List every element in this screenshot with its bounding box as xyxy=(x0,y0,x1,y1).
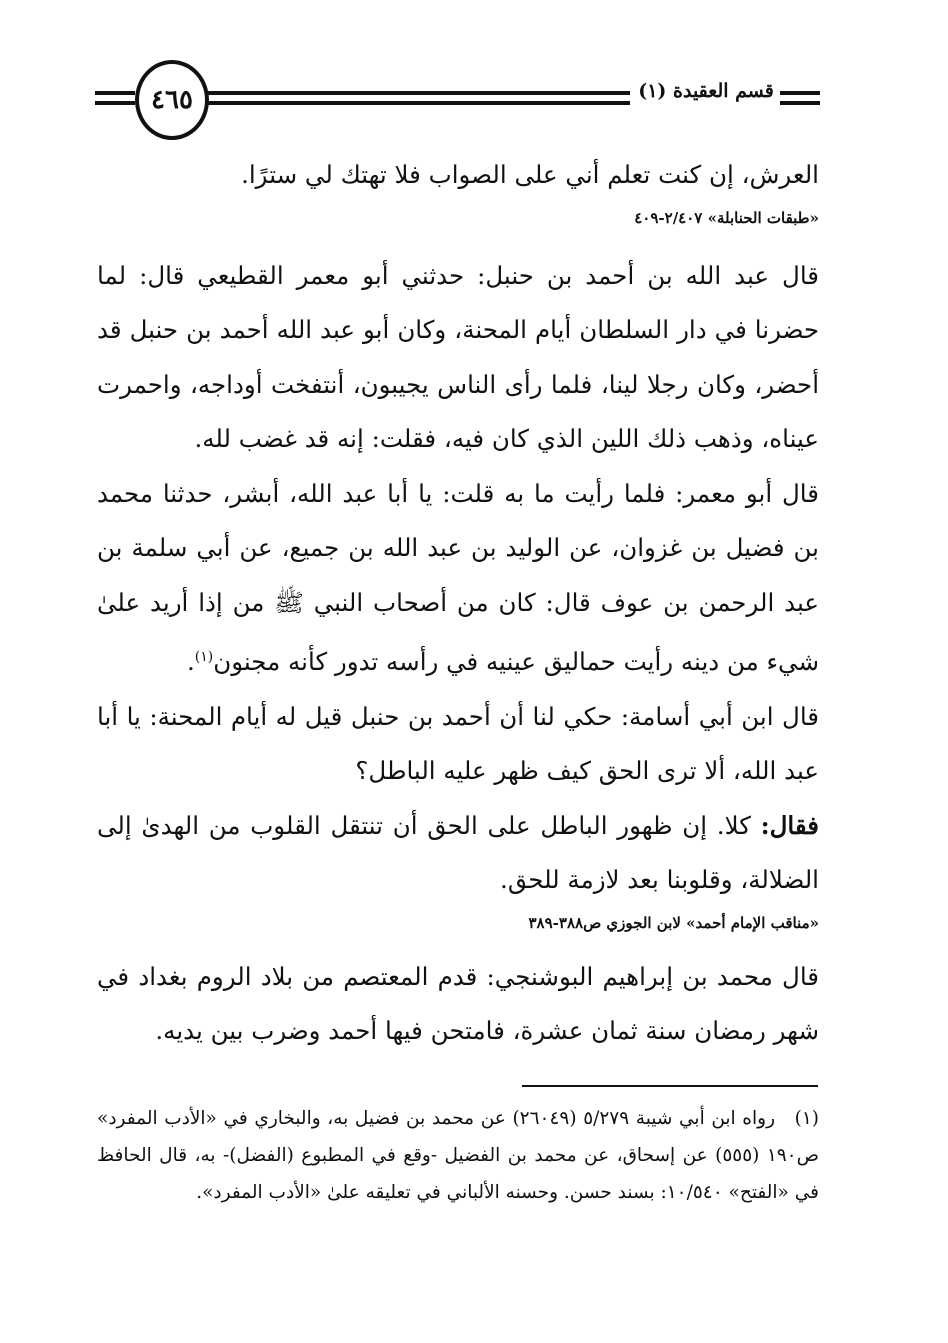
paragraph: قال عبد الله بن أحمد بن حنبل: حدثني أبو معمر القطيعي قال: لما حضرنا في دار السلطان أيام المحنة، وكان أبو عبد الله أحمد بن حنبل قد أحضر، وكان رجلا لينا، فلما رأى الناس يجيبون، أنتفخت أوداجه، واحمرت عيناه، وذهب ذلك اللين الذي كان فيه، فقلت: إنه قد غضب لله. xyxy=(97,260,819,453)
footnote-divider xyxy=(522,1085,818,1087)
header-rule xyxy=(780,91,820,95)
paragraph-end: . xyxy=(187,647,195,677)
header-rule xyxy=(205,101,630,105)
footnote-text: رواه ابن أبي شيبة ٥/٢٧٩ (٢٦٠٤٩) عن محمد بن فضيل به، والبخاري في «الأدب المفرد» ص١٩٠ (٥٥٥) عن إسحاق، عن محمد بن الفضيل -وقع في المطبوع (الفضل)- به، قال الحافظ في «الفتح» ١٠/٥٤٠: بسند حسن. وحسنه الألباني في تعليقه علىٰ «الأدب المفرد». xyxy=(97,1108,819,1203)
page-number: ٤٦٥ xyxy=(135,60,209,140)
page-header xyxy=(95,60,820,140)
source-citation: «مناقب الإمام أحمد» لابن الجوزي ص٣٨٨-٣٨٩ xyxy=(528,913,819,932)
paragraph xyxy=(97,467,819,690)
paragraph: العرش، إن كنت تعلم أني على الصواب فلا تهتك لي سترًا. xyxy=(241,160,819,189)
header-rule xyxy=(780,101,820,105)
header-rule xyxy=(205,91,630,95)
footnote-marker: (١) xyxy=(794,1108,819,1129)
paragraph-text: قال أبو معمر: فلما رأيت ما به قلت: يا أبا عبد الله، أبشر، حدثنا محمد بن فضيل بن غزوان، عن الوليد بن عبد الله بن جميع، عن أبي سلمة بن عبد الرحمن بن عوف قال: كان من أصحاب النبي ﷺ من إذا أريد علىٰ شيء من دينه رأيت حماليق عينيه في رأسه تدور كأنه مجنون xyxy=(97,478,819,677)
header-rule xyxy=(95,91,135,95)
main-text xyxy=(97,148,819,1059)
paragraph xyxy=(97,799,819,908)
paragraph-text: كلا. إن ظهور الباطل على الحق أن تنتقل القلوب من الهدىٰ إلى الضلالة، وقلوبنا بعد لازمة للحق. xyxy=(97,810,819,895)
paragraph: قال ابن أبي أسامة: حكي لنا أن أحمد بن حنبل قيل له أيام المحنة: يا أبا عبد الله، ألا ترى الحق كيف ظهر عليه الباطل؟ xyxy=(97,701,819,786)
footnote-reference[interactable]: (١) xyxy=(194,649,214,665)
paragraph-lead: فقال: xyxy=(760,810,819,840)
source-citation: «طبقات الحنابلة» ٢/٤٠٧-٤٠٩ xyxy=(634,208,819,227)
paragraph: قال محمد بن إبراهيم البوشنجي: قدم المعتصم من بلاد الروم بغداد في شهر رمضان سنة ثمان عشرة، فامتحن فيها أحمد وضرب بين يديه. xyxy=(97,961,819,1046)
footnote xyxy=(97,1100,819,1211)
section-title: قسم العقيدة (١) xyxy=(638,80,774,102)
header-rule xyxy=(95,101,135,105)
